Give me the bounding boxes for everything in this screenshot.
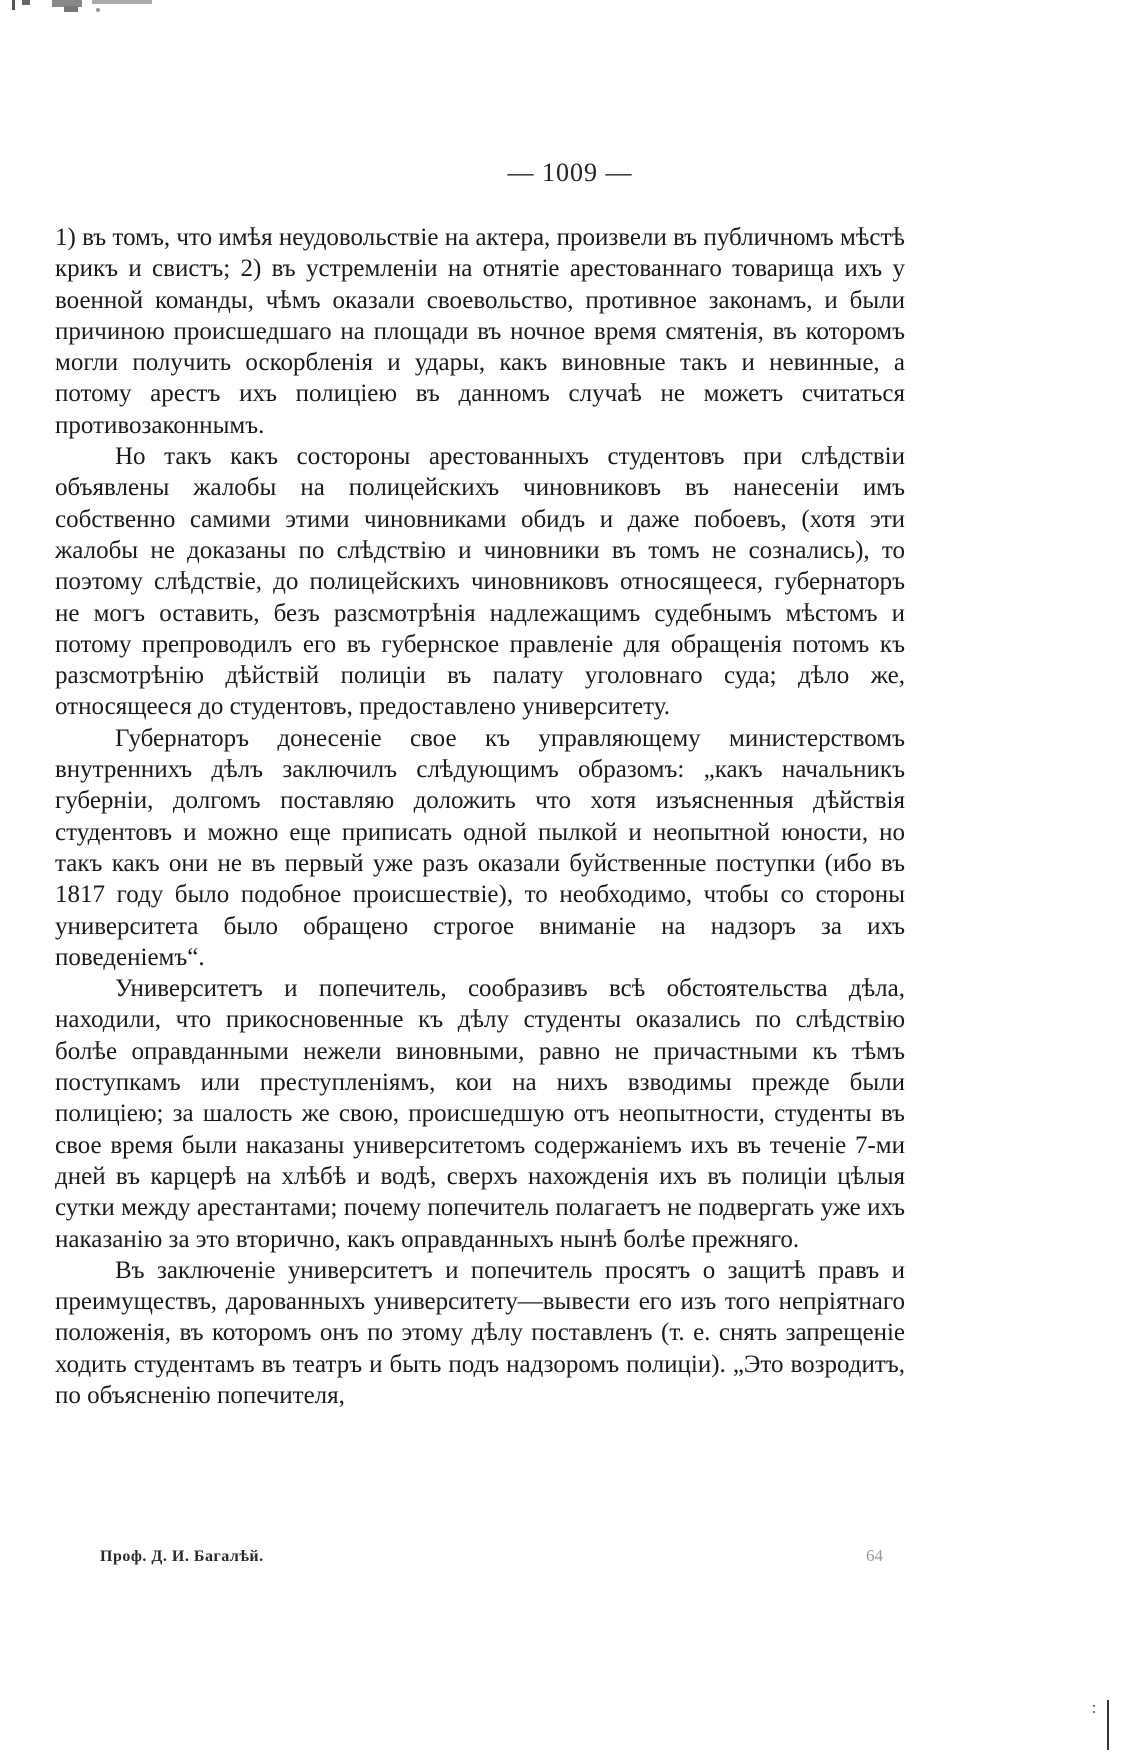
scan-smudge-top [12,0,162,14]
paragraph: Въ заключеніе университетъ и попечитель просятъ о защитѣ правъ и преимуществъ, дарованныхъ университету—вывести его изъ того непріятнаго положенія, въ которомъ онъ по этому дѣлу поставленъ (т. е. снять запрещеніе ходить студентамъ въ театръ и быть подъ надзоромъ полиціи). „Это возродитъ, по объясненію попечителя, [55,1256,905,1409]
paragraph: 1) въ томъ, что имѣя неудовольствіе на актера, произвели въ публичномъ мѣстѣ крикъ и свистъ; 2) въ устремленіи на отнятіе арестованнаго товарища ихъ у военной команды, чѣмъ оказали своевольство, противное законамъ, и были причиною происшедшаго на площади въ ночное время смятенія, въ которомъ могли получить оскорбленія и удары, какъ виновные такъ и невинные, а потому арестъ ихъ полиціею въ данномъ случаѣ не можетъ считаться противозаконнымъ. [55,224,905,439]
scan-smudge-bottom-right [1090,1700,1110,1750]
page-footer [100,1548,900,1578]
paragraph: Университетъ и попечитель, сообразивъ всѣ обстоятельства дѣла, находили, что прикосновенные къ дѣлу студенты оказались по слѣдствію болѣе оправданными нежели виновными, равно не причастными къ тѣмъ поступкамъ или преступленіямъ, кои на нихъ взводимы прежде были полиціею; за шалость же свою, происшедшую отъ неопытности, студенты въ свое время были наказаны университетомъ содержаніемъ ихъ въ теченіе 7-ми дней въ карцерѣ на хлѣбѣ и водѣ, сверхъ нахожденія ихъ въ полиціи цѣлыя сутки между арестантами; почему попечитель полагаетъ не подвергать уже ихъ наказанію за это вторично, какъ оправданныхъ нынѣ болѣе прежняго. [55,975,905,1253]
footer-author: Проф. Д. И. Багалѣй. [100,1548,264,1565]
body-text [55,222,905,1411]
paragraph: Губернаторъ донесеніе свое къ управляющему министерствомъ внутреннихъ дѣлъ заключилъ слѣдующимъ образомъ: „какъ начальникъ губерніи, долгомъ поставляю доложить что хотя изъясненныя дѣйствія студентовъ и можно еще приписать одной пылкой и неопытной юности, но такъ какъ они не въ первый уже разъ оказали буйственные поступки (ибо въ 1817 году было подобное происшествіе), то необходимо, чтобы со стороны университета было обращено строгое вниманіе на надзоръ за ихъ поведеніемъ“. [55,724,905,971]
paragraph: Но такъ какъ состороны арестованныхъ студентовъ при слѣдствіи объявлены жалобы на полицейскихъ чиновниковъ въ нанесеніи имъ собственно самими этими чиновниками обидъ и даже побоевъ, (хотя эти жалобы не доказаны по слѣдствію и чиновники въ томъ не сознались), то поэтому слѣдствіе, до полицейскихъ чиновниковъ относящееся, губернаторъ не могъ оставить, безъ разсмотрѣнія надлежащимъ судебнымъ мѣстомъ и потому препроводилъ его въ губернское правленіе для обращенія потомъ къ разсмотрѣнію дѣйствій полиціи въ палату уголовнаго суда; дѣло же, относящееся до студентовъ, предоставлено университету. [55,443,905,721]
footer-sheet-number: 64 [866,1546,883,1565]
page-number: — 1009 — [507,158,633,187]
